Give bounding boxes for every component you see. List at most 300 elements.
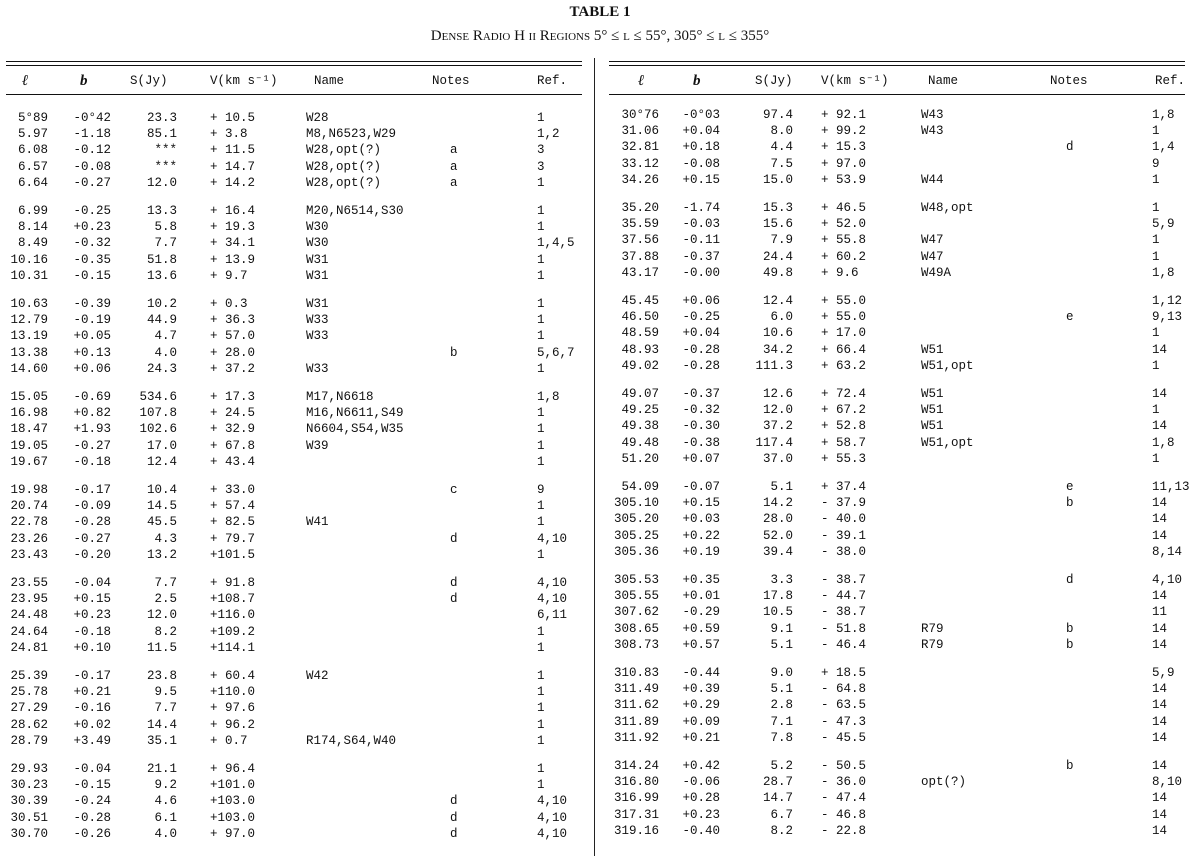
table-row xyxy=(0,296,590,312)
reference: 14 xyxy=(1152,512,1168,527)
l-value: 23.55 xyxy=(10,576,48,590)
velocity-value: + 57.4 xyxy=(210,499,256,514)
reference: 1 xyxy=(1152,124,1160,139)
b-value: +0.10 xyxy=(73,640,111,655)
note-flag: d xyxy=(1066,573,1074,587)
b-value: -0.28 xyxy=(73,810,111,825)
flux-value: 10.2 xyxy=(146,297,177,311)
b-value: +0.42 xyxy=(682,759,720,773)
table-row xyxy=(0,793,590,809)
flux-value: 13.6 xyxy=(146,268,177,283)
velocity-value: + 82.5 xyxy=(210,515,256,530)
reference: 1 xyxy=(537,175,545,190)
reference: 1 xyxy=(1152,233,1160,248)
reference: 1 xyxy=(537,111,545,125)
b-value: +0.22 xyxy=(682,528,720,543)
velocity-value: + 34.1 xyxy=(210,236,256,251)
b-value: +0.09 xyxy=(682,714,720,729)
note-flag: b xyxy=(450,345,458,360)
velocity-value: + 9.7 xyxy=(210,268,248,283)
l-value: 27.29 xyxy=(10,701,48,716)
velocity-value: - 38.7 xyxy=(821,605,867,620)
flux-value: 9.2 xyxy=(154,778,177,793)
velocity-value: + 72.4 xyxy=(821,387,867,401)
table-row xyxy=(603,309,1193,325)
l-value: 13.38 xyxy=(10,345,48,360)
l-value: 23.43 xyxy=(10,547,48,562)
velocity-value: + 99.2 xyxy=(821,124,867,139)
reference: 4,10 xyxy=(1152,573,1183,587)
header-name: Name xyxy=(314,74,345,88)
top-rule-double xyxy=(6,65,582,66)
b-value: -0.08 xyxy=(73,159,111,174)
l-value: 49.02 xyxy=(621,358,659,373)
reference: 1 xyxy=(537,515,545,530)
reference: 1,8 xyxy=(537,390,560,404)
l-value: 20.74 xyxy=(10,499,48,514)
flux-value: 10.6 xyxy=(762,326,793,341)
table-row xyxy=(0,733,590,749)
note-flag: d xyxy=(450,531,458,546)
velocity-value: - 22.8 xyxy=(821,823,867,838)
velocity-value: + 79.7 xyxy=(210,531,256,546)
l-value: 10.63 xyxy=(10,297,48,311)
l-value: 305.53 xyxy=(613,573,659,587)
reference: 5,6,7 xyxy=(537,345,575,360)
column-divider xyxy=(594,58,595,856)
b-value: +0.06 xyxy=(73,361,111,376)
b-value: -0.25 xyxy=(682,310,720,325)
velocity-value: + 28.0 xyxy=(210,345,256,360)
b-value: -0.15 xyxy=(73,268,111,283)
table-row xyxy=(603,479,1193,495)
source-name: W33 xyxy=(306,361,329,376)
flux-value: 534.6 xyxy=(139,390,177,404)
l-value: 51.20 xyxy=(621,451,659,466)
table-row xyxy=(0,547,590,563)
b-value: -0.37 xyxy=(682,387,720,401)
table-row xyxy=(0,252,590,268)
reference: 1 xyxy=(537,733,545,748)
velocity-value: + 14.7 xyxy=(210,159,256,174)
velocity-value: + 53.9 xyxy=(821,172,867,187)
right-table-panel xyxy=(603,0,1193,866)
l-value: 49.25 xyxy=(621,403,659,418)
b-value: -0.27 xyxy=(73,531,111,546)
flux-value: 12.4 xyxy=(146,454,177,469)
velocity-value: - 46.8 xyxy=(821,807,867,822)
velocity-value: + 67.8 xyxy=(210,438,256,453)
velocity-value: + 10.5 xyxy=(210,111,256,125)
reference: 14 xyxy=(1152,387,1168,401)
velocity-value: - 46.4 xyxy=(821,637,867,652)
source-name: W47 xyxy=(921,233,944,248)
b-value: -0.69 xyxy=(73,390,111,404)
note-flag: d xyxy=(450,810,458,825)
source-name: W31 xyxy=(306,268,329,283)
b-value: -0.24 xyxy=(73,794,111,809)
source-name: M17,N6618 xyxy=(306,390,374,404)
velocity-value: + 92.1 xyxy=(821,108,867,122)
velocity-value: + 19.3 xyxy=(210,220,256,235)
velocity-value: - 47.4 xyxy=(821,791,867,806)
reference: 14 xyxy=(1152,823,1168,838)
reference: 1 xyxy=(537,762,545,776)
l-value: 49.48 xyxy=(621,435,659,450)
flux-value: 24.3 xyxy=(146,361,177,376)
flux-value: 8.2 xyxy=(770,823,793,838)
flux-value: 52.0 xyxy=(762,528,793,543)
flux-value: 12.6 xyxy=(762,387,793,401)
table-row xyxy=(0,175,590,191)
flux-value: 7.7 xyxy=(154,576,177,590)
reference: 1,2 xyxy=(537,127,560,142)
reference: 1,4,5 xyxy=(537,236,575,251)
table-row xyxy=(603,200,1193,216)
reference: 1 xyxy=(1152,172,1160,187)
b-value: -0.25 xyxy=(73,204,111,218)
flux-value: 35.1 xyxy=(146,733,177,748)
header-l: ℓ xyxy=(22,73,29,89)
flux-value: 8.0 xyxy=(770,124,793,139)
l-value: 305.10 xyxy=(613,496,659,511)
b-value: +0.39 xyxy=(682,682,720,697)
b-value: +0.02 xyxy=(73,717,111,732)
reference: 14 xyxy=(1152,759,1168,773)
table-row xyxy=(0,624,590,640)
velocity-value: + 14.2 xyxy=(210,175,256,190)
reference: 14 xyxy=(1152,637,1168,652)
table-row xyxy=(603,758,1193,774)
flux-value: 15.6 xyxy=(762,217,793,232)
velocity-value: +103.0 xyxy=(210,810,256,825)
source-name: W28,opt(?) xyxy=(306,159,382,174)
reference: 14 xyxy=(1152,419,1168,434)
flux-value: 85.1 xyxy=(146,127,177,142)
reference: 1,8 xyxy=(1152,108,1175,122)
l-value: 305.25 xyxy=(613,528,659,543)
flux-value: 7.8 xyxy=(770,730,793,745)
velocity-value: + 96.2 xyxy=(210,717,256,732)
b-value: -0.32 xyxy=(682,403,720,418)
b-value: -0.39 xyxy=(73,297,111,311)
reference: 1 xyxy=(537,220,545,235)
reference: 9 xyxy=(537,483,545,497)
table-row xyxy=(603,139,1193,155)
b-value: -0.04 xyxy=(73,762,111,776)
table-row xyxy=(0,668,590,684)
table-row xyxy=(0,235,590,251)
reference: 4,10 xyxy=(537,592,568,607)
table-row xyxy=(603,714,1193,730)
b-value: -0.26 xyxy=(73,826,111,841)
flux-value: 9.5 xyxy=(154,685,177,700)
reference: 14 xyxy=(1152,589,1168,604)
l-value: 30.51 xyxy=(10,810,48,825)
l-value: 24.48 xyxy=(10,608,48,623)
b-value: +1.93 xyxy=(73,422,111,437)
table-row xyxy=(603,342,1193,358)
table-row xyxy=(0,498,590,514)
flux-value: 12.4 xyxy=(762,294,793,308)
note-flag: b xyxy=(1066,621,1074,636)
table-row xyxy=(0,514,590,530)
reference: 1 xyxy=(537,701,545,716)
velocity-value: + 17.0 xyxy=(821,326,867,341)
table-row xyxy=(603,807,1193,823)
flux-value: 10.4 xyxy=(146,483,177,497)
table-row xyxy=(603,604,1193,620)
reference: 1,4 xyxy=(1152,140,1175,155)
b-value: -0.32 xyxy=(73,236,111,251)
flux-value: 14.7 xyxy=(762,791,793,806)
flux-value: 14.5 xyxy=(146,499,177,514)
reference: 1 xyxy=(1152,326,1160,341)
table-row xyxy=(0,389,590,405)
source-name: W42 xyxy=(306,669,329,683)
b-value: +0.15 xyxy=(682,496,720,511)
l-value: 30.70 xyxy=(10,826,48,841)
velocity-value: + 37.2 xyxy=(210,361,256,376)
reference: 1 xyxy=(1152,358,1160,373)
note-flag: b xyxy=(1066,759,1074,773)
reference: 1 xyxy=(537,329,545,344)
reference: 1 xyxy=(537,438,545,453)
table-row xyxy=(603,823,1193,839)
table-row xyxy=(0,700,590,716)
table-row xyxy=(603,790,1193,806)
flux-value: *** xyxy=(154,159,177,174)
velocity-value: - 64.8 xyxy=(821,682,867,697)
b-value: -0.17 xyxy=(73,483,111,497)
reference: 4,10 xyxy=(537,826,568,841)
header-b: b xyxy=(693,73,701,89)
reference: 4,10 xyxy=(537,576,568,590)
note-flag: e xyxy=(1066,480,1074,494)
l-value: 8.14 xyxy=(17,220,48,235)
velocity-value: + 67.2 xyxy=(821,403,867,418)
b-value: -0.20 xyxy=(73,547,111,562)
l-value: 19.98 xyxy=(10,483,48,497)
source-name: W51 xyxy=(921,419,944,434)
flux-value: 5.2 xyxy=(770,759,793,773)
reference: 4,10 xyxy=(537,810,568,825)
header-velocity: V(km s⁻¹) xyxy=(210,74,278,88)
velocity-value: + 55.3 xyxy=(821,451,867,466)
b-value: -0.17 xyxy=(73,669,111,683)
l-value: 22.78 xyxy=(10,515,48,530)
b-value: +0.28 xyxy=(682,791,720,806)
velocity-value: + 55.0 xyxy=(821,294,867,308)
table-row xyxy=(0,110,590,126)
header-name: Name xyxy=(928,74,959,88)
l-value: 49.07 xyxy=(621,387,659,401)
table-row xyxy=(603,216,1193,232)
reference: 14 xyxy=(1152,791,1168,806)
reference: 14 xyxy=(1152,807,1168,822)
top-rule xyxy=(609,61,1185,62)
velocity-value: + 0.7 xyxy=(210,733,248,748)
velocity-value: + 91.8 xyxy=(210,576,256,590)
source-name: R79 xyxy=(921,621,944,636)
b-value: -1.74 xyxy=(682,201,720,215)
l-value: 30°76 xyxy=(621,108,659,122)
reference: 14 xyxy=(1152,528,1168,543)
flux-value: 51.8 xyxy=(146,252,177,267)
velocity-value: +116.0 xyxy=(210,608,256,623)
reference: 1 xyxy=(537,499,545,514)
reference: 1 xyxy=(537,717,545,732)
b-value: -0.18 xyxy=(73,454,111,469)
velocity-value: - 47.3 xyxy=(821,714,867,729)
l-value: 5°89 xyxy=(17,111,48,125)
velocity-value: + 97.0 xyxy=(210,826,256,841)
b-value: -0.00 xyxy=(682,265,720,280)
velocity-value: + 52.8 xyxy=(821,419,867,434)
table-subtitle: Dense Radio H ii Regions 5° ≤ l ≤ 55°, 305° ≤ l ≤ 355° xyxy=(430,28,770,44)
flux-value: 8.2 xyxy=(154,624,177,639)
l-value: 18.47 xyxy=(10,422,48,437)
velocity-value: +101.0 xyxy=(210,778,256,793)
note-flag: d xyxy=(450,576,458,590)
source-name: W43 xyxy=(921,124,944,139)
reference: 1 xyxy=(1152,451,1160,466)
reference: 4,10 xyxy=(537,531,568,546)
reference: 6,11 xyxy=(537,608,568,623)
b-value: -0.09 xyxy=(73,499,111,514)
l-value: 37.88 xyxy=(621,249,659,264)
velocity-value: + 32.9 xyxy=(210,422,256,437)
header-notes: Notes xyxy=(432,74,470,88)
velocity-value: + 55.8 xyxy=(821,233,867,248)
l-value: 311.49 xyxy=(613,682,659,697)
velocity-value: + 18.5 xyxy=(821,666,867,680)
reference: 1 xyxy=(1152,249,1160,264)
l-value: 49.38 xyxy=(621,419,659,434)
l-value: 305.20 xyxy=(613,512,659,527)
flux-value: 7.7 xyxy=(154,236,177,251)
table-row xyxy=(603,386,1193,402)
table-row xyxy=(0,531,590,547)
velocity-value: + 16.4 xyxy=(210,204,256,218)
reference: 14 xyxy=(1152,698,1168,713)
source-name: W41 xyxy=(306,515,329,530)
table-row xyxy=(603,697,1193,713)
flux-value: 4.3 xyxy=(154,531,177,546)
b-value: +0.21 xyxy=(73,685,111,700)
l-value: 6.57 xyxy=(17,159,48,174)
table-row xyxy=(603,544,1193,560)
b-value: +0.29 xyxy=(682,698,720,713)
velocity-value: + 37.4 xyxy=(821,480,867,494)
l-value: 32.81 xyxy=(621,140,659,155)
table-row xyxy=(0,777,590,793)
l-value: 6.64 xyxy=(17,175,48,190)
source-name: N6604,S54,W35 xyxy=(306,422,404,437)
velocity-value: - 39.1 xyxy=(821,528,867,543)
reference: 1 xyxy=(537,547,545,562)
reference: 5,9 xyxy=(1152,217,1175,232)
table-row xyxy=(603,265,1193,281)
velocity-value: + 66.4 xyxy=(821,342,867,357)
velocity-value: + 52.0 xyxy=(821,217,867,232)
velocity-value: - 45.5 xyxy=(821,730,867,745)
reference: 14 xyxy=(1152,621,1168,636)
table-row xyxy=(603,325,1193,341)
source-name: W31 xyxy=(306,297,329,311)
b-value: -0.44 xyxy=(682,666,720,680)
flux-value: 107.8 xyxy=(139,406,177,421)
reference: 14 xyxy=(1152,682,1168,697)
flux-value: 2.8 xyxy=(770,698,793,713)
l-value: 308.73 xyxy=(613,637,659,652)
table-row xyxy=(603,293,1193,309)
flux-value: 111.3 xyxy=(755,358,793,373)
l-value: 28.62 xyxy=(10,717,48,732)
table-row xyxy=(603,637,1193,653)
velocity-value: - 51.8 xyxy=(821,621,867,636)
l-value: 30.39 xyxy=(10,794,48,809)
b-value: -0.30 xyxy=(682,419,720,434)
flux-value: 14.4 xyxy=(146,717,177,732)
l-value: 43.17 xyxy=(621,265,659,280)
flux-value: 14.2 xyxy=(762,496,793,511)
reference: 1 xyxy=(537,685,545,700)
source-name: M16,N6611,S49 xyxy=(306,406,404,421)
velocity-value: + 11.5 xyxy=(210,143,256,158)
b-value: -0.27 xyxy=(73,438,111,453)
b-value: -0.11 xyxy=(682,233,720,248)
reference: 1 xyxy=(537,204,545,218)
flux-value: 45.5 xyxy=(146,515,177,530)
b-value: -0.40 xyxy=(682,823,720,838)
l-value: 305.55 xyxy=(613,589,659,604)
velocity-value: + 15.3 xyxy=(821,140,867,155)
header-rule xyxy=(6,94,582,95)
velocity-value: - 38.7 xyxy=(821,573,867,587)
reference: 1 xyxy=(537,252,545,267)
flux-value: 4.7 xyxy=(154,329,177,344)
flux-value: 24.4 xyxy=(762,249,793,264)
flux-value: 49.8 xyxy=(762,265,793,280)
velocity-value: + 9.6 xyxy=(821,265,859,280)
table-row xyxy=(0,328,590,344)
velocity-value: + 97.6 xyxy=(210,701,256,716)
flux-value: 21.1 xyxy=(146,762,177,776)
velocity-value: - 63.5 xyxy=(821,698,867,713)
flux-value: 15.3 xyxy=(762,201,793,215)
table-row xyxy=(603,511,1193,527)
table-row xyxy=(0,454,590,470)
velocity-value: + 17.3 xyxy=(210,390,256,404)
flux-value: 15.0 xyxy=(762,172,793,187)
reference: 1 xyxy=(537,268,545,283)
l-value: 19.05 xyxy=(10,438,48,453)
b-value: -0.12 xyxy=(73,143,111,158)
velocity-value: - 44.7 xyxy=(821,589,867,604)
flux-value: 7.9 xyxy=(770,233,793,248)
reference: 14 xyxy=(1152,496,1168,511)
header-s-jy: S(Jy) xyxy=(130,74,168,88)
l-value: 19.67 xyxy=(10,454,48,469)
flux-value: 4.4 xyxy=(770,140,793,155)
flux-value: 12.0 xyxy=(762,403,793,418)
flux-value: 5.1 xyxy=(770,682,793,697)
l-value: 25.39 xyxy=(10,669,48,683)
velocity-value: + 13.9 xyxy=(210,252,256,267)
b-value: +0.23 xyxy=(73,608,111,623)
b-value: +0.21 xyxy=(682,730,720,745)
